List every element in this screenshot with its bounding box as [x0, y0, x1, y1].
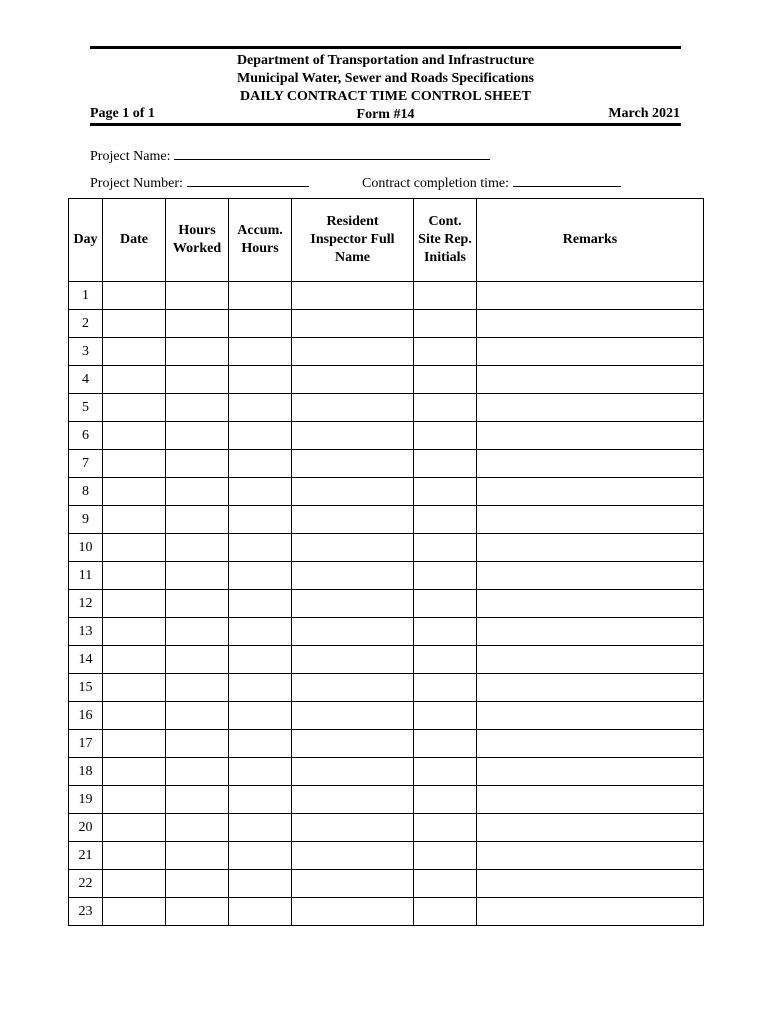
- site-rep-initials-cell[interactable]: [414, 870, 477, 898]
- hours-worked-cell[interactable]: [166, 870, 229, 898]
- hours-worked-cell[interactable]: [166, 786, 229, 814]
- hours-worked-cell[interactable]: [166, 590, 229, 618]
- inspector-name-cell[interactable]: [292, 702, 414, 730]
- site-rep-initials-cell[interactable]: [414, 758, 477, 786]
- project-number-blank[interactable]: [187, 172, 309, 187]
- project-number-label: Project Number:: [90, 176, 183, 191]
- day-number-cell: 1: [69, 282, 103, 310]
- accum-hours-cell[interactable]: [229, 310, 292, 338]
- day-number-cell: 20: [69, 814, 103, 842]
- accum-hours-cell[interactable]: [229, 506, 292, 534]
- hours-worked-cell[interactable]: [166, 394, 229, 422]
- remarks-cell[interactable]: [477, 870, 704, 898]
- day-number-cell: 5: [69, 394, 103, 422]
- date-cell[interactable]: [103, 702, 166, 730]
- hours-worked-cell[interactable]: [166, 758, 229, 786]
- inspector-name-cell[interactable]: [292, 590, 414, 618]
- col-inspector-name: Resident Inspector Full Name: [292, 199, 414, 282]
- accum-hours-cell[interactable]: [229, 450, 292, 478]
- inspector-name-cell[interactable]: [292, 450, 414, 478]
- remarks-cell[interactable]: [477, 506, 704, 534]
- hours-worked-cell[interactable]: [166, 450, 229, 478]
- inspector-name-cell[interactable]: [292, 618, 414, 646]
- day-number-cell: 11: [69, 562, 103, 590]
- site-rep-initials-cell[interactable]: [414, 646, 477, 674]
- hours-worked-cell[interactable]: [166, 674, 229, 702]
- remarks-cell[interactable]: [477, 366, 704, 394]
- remarks-cell[interactable]: [477, 534, 704, 562]
- table-row: [69, 338, 704, 366]
- inspector-name-cell[interactable]: [292, 674, 414, 702]
- hours-worked-cell[interactable]: [166, 618, 229, 646]
- site-rep-initials-cell[interactable]: [414, 730, 477, 758]
- col-day: Day: [69, 199, 103, 282]
- accum-hours-cell[interactable]: [229, 590, 292, 618]
- date-cell[interactable]: [103, 898, 166, 926]
- hours-worked-cell[interactable]: [166, 730, 229, 758]
- inspector-name-cell[interactable]: [292, 478, 414, 506]
- site-rep-initials-cell[interactable]: [414, 590, 477, 618]
- inspector-name-cell[interactable]: [292, 758, 414, 786]
- date-cell[interactable]: [103, 618, 166, 646]
- inspector-name-cell[interactable]: [292, 730, 414, 758]
- table-row: [69, 310, 704, 338]
- inspector-name-cell[interactable]: [292, 506, 414, 534]
- remarks-cell[interactable]: [477, 702, 704, 730]
- inspector-name-cell[interactable]: [292, 282, 414, 310]
- site-rep-initials-cell[interactable]: [414, 814, 477, 842]
- hours-worked-cell[interactable]: [166, 282, 229, 310]
- table-row: [69, 394, 704, 422]
- inspector-name-cell[interactable]: [292, 842, 414, 870]
- table-row: [69, 786, 704, 814]
- inspector-name-cell[interactable]: [292, 422, 414, 450]
- day-number-cell: 6: [69, 422, 103, 450]
- date-cell[interactable]: [103, 506, 166, 534]
- remarks-cell[interactable]: [477, 282, 704, 310]
- remarks-cell[interactable]: [477, 618, 704, 646]
- col-accum-hours: Accum. Hours: [229, 199, 292, 282]
- day-number-cell: 10: [69, 534, 103, 562]
- day-number-cell: 22: [69, 870, 103, 898]
- inspector-name-cell[interactable]: [292, 366, 414, 394]
- day-number-cell: 9: [69, 506, 103, 534]
- table-row: [69, 366, 704, 394]
- accum-hours-cell[interactable]: [229, 338, 292, 366]
- remarks-cell[interactable]: [477, 646, 704, 674]
- hours-worked-cell[interactable]: [166, 646, 229, 674]
- inspector-name-cell[interactable]: [292, 534, 414, 562]
- day-number-cell: 7: [69, 450, 103, 478]
- date-cell[interactable]: [103, 590, 166, 618]
- accum-hours-cell[interactable]: [229, 842, 292, 870]
- inspector-name-cell[interactable]: [292, 870, 414, 898]
- site-rep-initials-cell[interactable]: [414, 618, 477, 646]
- day-number-cell: 2: [69, 310, 103, 338]
- date-cell[interactable]: [103, 478, 166, 506]
- date-cell[interactable]: [103, 310, 166, 338]
- table-row: [69, 702, 704, 730]
- remarks-cell[interactable]: [477, 842, 704, 870]
- site-rep-initials-cell[interactable]: [414, 842, 477, 870]
- accum-hours-cell[interactable]: [229, 618, 292, 646]
- accum-hours-cell[interactable]: [229, 870, 292, 898]
- remarks-cell[interactable]: [477, 786, 704, 814]
- day-number-cell: 21: [69, 842, 103, 870]
- accum-hours-cell[interactable]: [229, 758, 292, 786]
- day-number-cell: 3: [69, 338, 103, 366]
- header-bottom-rule: [90, 123, 681, 126]
- hours-worked-cell[interactable]: [166, 506, 229, 534]
- remarks-cell[interactable]: [477, 814, 704, 842]
- date-cell[interactable]: [103, 450, 166, 478]
- day-number-cell: 14: [69, 646, 103, 674]
- project-number-field: [90, 172, 309, 192]
- header-top-rule: [90, 46, 681, 49]
- site-rep-initials-cell[interactable]: [414, 422, 477, 450]
- table-row: [69, 282, 704, 310]
- site-rep-initials-cell[interactable]: [414, 450, 477, 478]
- remarks-cell[interactable]: [477, 562, 704, 590]
- accum-hours-cell[interactable]: [229, 562, 292, 590]
- inspector-name-cell[interactable]: [292, 814, 414, 842]
- date-cell[interactable]: [103, 646, 166, 674]
- col-hours-worked: Hours Worked: [166, 199, 229, 282]
- inspector-name-cell[interactable]: [292, 562, 414, 590]
- date-cell[interactable]: [103, 758, 166, 786]
- site-rep-initials-cell[interactable]: [414, 674, 477, 702]
- table-row: [69, 590, 704, 618]
- table-row: [69, 506, 704, 534]
- remarks-cell[interactable]: [477, 674, 704, 702]
- hours-worked-cell[interactable]: [166, 814, 229, 842]
- department-title: Department of Transportation and Infrastructure: [236, 53, 535, 68]
- table-row: [69, 842, 704, 870]
- hours-worked-cell[interactable]: [166, 478, 229, 506]
- accum-hours-cell[interactable]: [229, 814, 292, 842]
- page-number: Page 1 of 1: [90, 106, 155, 121]
- site-rep-initials-cell[interactable]: [414, 786, 477, 814]
- accum-hours-cell[interactable]: [229, 394, 292, 422]
- table-row: [69, 562, 704, 590]
- day-number-cell: 19: [69, 786, 103, 814]
- day-number-cell: 13: [69, 618, 103, 646]
- day-number-cell: 17: [69, 730, 103, 758]
- accum-hours-cell[interactable]: [229, 730, 292, 758]
- accum-hours-cell[interactable]: [229, 422, 292, 450]
- date-cell[interactable]: [103, 562, 166, 590]
- site-rep-initials-cell[interactable]: [414, 394, 477, 422]
- sheet-title: DAILY CONTRACT TIME CONTROL SHEET: [240, 89, 531, 104]
- col-remarks: Remarks: [477, 199, 704, 282]
- form-number: Form #14: [356, 107, 415, 122]
- form-date: March 2021: [608, 106, 680, 121]
- table-row: [69, 534, 704, 562]
- accum-hours-cell[interactable]: [229, 646, 292, 674]
- hours-worked-cell[interactable]: [166, 562, 229, 590]
- col-site-rep-initials: Cont. Site Rep. Initials: [414, 199, 477, 282]
- day-number-cell: 23: [69, 898, 103, 926]
- hours-worked-cell[interactable]: [166, 898, 229, 926]
- inspector-name-cell[interactable]: [292, 898, 414, 926]
- date-cell[interactable]: [103, 534, 166, 562]
- remarks-cell[interactable]: [477, 450, 704, 478]
- date-cell[interactable]: [103, 394, 166, 422]
- site-rep-initials-cell[interactable]: [414, 478, 477, 506]
- table-row: [69, 674, 704, 702]
- inspector-name-cell[interactable]: [292, 394, 414, 422]
- table-row: [69, 422, 704, 450]
- remarks-cell[interactable]: [477, 898, 704, 926]
- inspector-name-cell[interactable]: [292, 646, 414, 674]
- hours-worked-cell[interactable]: [166, 702, 229, 730]
- date-cell[interactable]: [103, 282, 166, 310]
- remarks-cell[interactable]: [477, 338, 704, 366]
- hours-worked-cell[interactable]: [166, 842, 229, 870]
- date-cell[interactable]: [103, 338, 166, 366]
- accum-hours-cell[interactable]: [229, 786, 292, 814]
- date-cell[interactable]: [103, 842, 166, 870]
- site-rep-initials-cell[interactable]: [414, 338, 477, 366]
- accum-hours-cell[interactable]: [229, 674, 292, 702]
- accum-hours-cell[interactable]: [229, 702, 292, 730]
- site-rep-initials-cell[interactable]: [414, 506, 477, 534]
- table-row: [69, 758, 704, 786]
- remarks-cell[interactable]: [477, 758, 704, 786]
- project-name-label: Project Name:: [90, 149, 171, 164]
- inspector-name-cell[interactable]: [292, 310, 414, 338]
- project-name-field: [90, 145, 490, 165]
- accum-hours-cell[interactable]: [229, 898, 292, 926]
- day-number-cell: 8: [69, 478, 103, 506]
- inspector-name-cell[interactable]: [292, 338, 414, 366]
- date-cell[interactable]: [103, 422, 166, 450]
- date-cell[interactable]: [103, 814, 166, 842]
- hours-worked-cell[interactable]: [166, 366, 229, 394]
- remarks-cell[interactable]: [477, 590, 704, 618]
- remarks-cell[interactable]: [477, 730, 704, 758]
- remarks-cell[interactable]: [477, 394, 704, 422]
- accum-hours-cell[interactable]: [229, 366, 292, 394]
- site-rep-initials-cell[interactable]: [414, 366, 477, 394]
- completion-time-blank[interactable]: [513, 172, 621, 187]
- date-cell[interactable]: [103, 730, 166, 758]
- hours-worked-cell[interactable]: [166, 310, 229, 338]
- date-cell[interactable]: [103, 674, 166, 702]
- hours-worked-cell[interactable]: [166, 338, 229, 366]
- day-number-cell: 12: [69, 590, 103, 618]
- site-rep-initials-cell[interactable]: [414, 534, 477, 562]
- table-row: [69, 646, 704, 674]
- site-rep-initials-cell[interactable]: [414, 702, 477, 730]
- specifications-title: Municipal Water, Sewer and Roads Specifications: [237, 71, 534, 86]
- completion-time-field: [362, 172, 621, 192]
- site-rep-initials-cell[interactable]: [414, 310, 477, 338]
- day-number-cell: 18: [69, 758, 103, 786]
- hours-worked-cell[interactable]: [166, 534, 229, 562]
- table-row: [69, 730, 704, 758]
- table-row: [69, 618, 704, 646]
- hours-worked-cell[interactable]: [166, 422, 229, 450]
- remarks-cell[interactable]: [477, 478, 704, 506]
- project-name-blank[interactable]: [174, 145, 490, 160]
- inspector-name-cell[interactable]: [292, 786, 414, 814]
- date-cell[interactable]: [103, 366, 166, 394]
- accum-hours-cell[interactable]: [229, 478, 292, 506]
- site-rep-initials-cell[interactable]: [414, 898, 477, 926]
- site-rep-initials-cell[interactable]: [414, 282, 477, 310]
- time-control-table: [68, 198, 704, 926]
- completion-time-label: Contract completion time:: [362, 176, 509, 191]
- date-cell[interactable]: [103, 786, 166, 814]
- table-row: [69, 814, 704, 842]
- table-row: [69, 450, 704, 478]
- day-number-cell: 4: [69, 366, 103, 394]
- date-cell[interactable]: [103, 870, 166, 898]
- remarks-cell[interactable]: [477, 310, 704, 338]
- col-date: Date: [103, 199, 166, 282]
- table-row: [69, 898, 704, 926]
- table-row: [69, 478, 704, 506]
- table-header-row: [69, 199, 704, 282]
- table-row: [69, 870, 704, 898]
- day-number-cell: 15: [69, 674, 103, 702]
- day-number-cell: 16: [69, 702, 103, 730]
- accum-hours-cell[interactable]: [229, 534, 292, 562]
- site-rep-initials-cell[interactable]: [414, 562, 477, 590]
- remarks-cell[interactable]: [477, 422, 704, 450]
- accum-hours-cell[interactable]: [229, 282, 292, 310]
